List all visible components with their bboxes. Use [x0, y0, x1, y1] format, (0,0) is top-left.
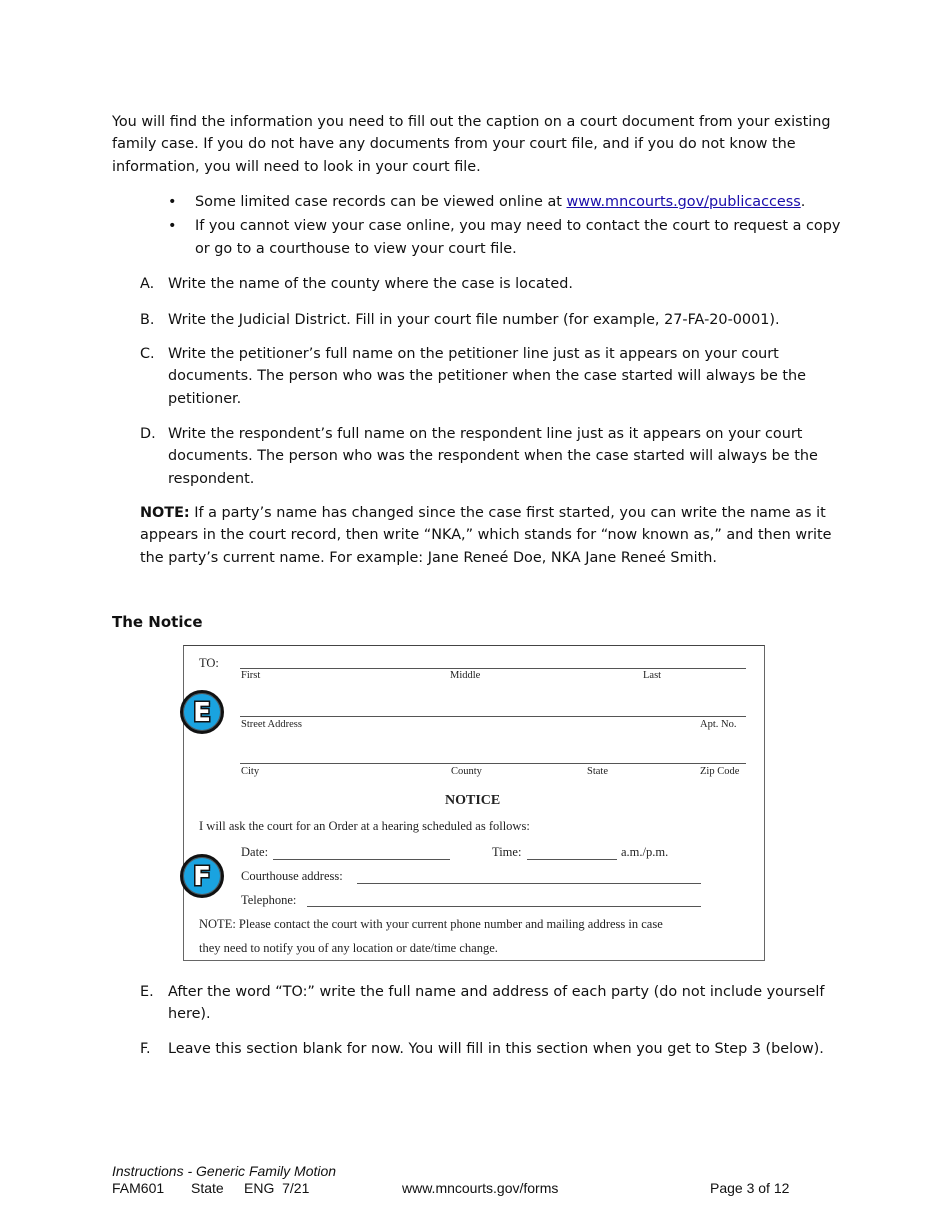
street-line	[240, 716, 746, 717]
footer-state: State	[191, 1180, 224, 1196]
telephone-label: Telephone:	[241, 893, 297, 907]
bullet-icon: •	[168, 194, 177, 210]
list-item: • If you cannot view your case online, you may need to contact the court to request a copy or go to a courthouse to view your court file.	[112, 215, 842, 260]
notice-note-line1: NOTE: Please contact the court with your current phone number and mailing address in case	[199, 917, 663, 931]
courthouse-line	[357, 883, 701, 884]
footer-page-number: Page 3 of 12	[710, 1180, 790, 1196]
badge-e-icon: E	[180, 690, 224, 734]
bullet-list	[112, 191, 842, 262]
footer-website: www.mncourts.gov/forms	[402, 1180, 559, 1196]
to-label: TO:	[199, 656, 219, 670]
ampm-label: a.m./p.m.	[621, 845, 669, 859]
time-line	[527, 859, 617, 860]
step-f: F. Leave this section blank for now. You will fill in this section when you get to Step 3 (below).	[140, 1041, 824, 1057]
telephone-line	[307, 906, 701, 907]
public-access-link[interactable]: www.mncourts.gov/publicaccess	[566, 194, 801, 210]
notice-note-line2: they need to notify you of any location or date/time change.	[199, 941, 498, 955]
city-line	[240, 763, 746, 764]
section-heading-notice: The Notice	[112, 613, 203, 631]
step-b: B. Write the Judicial District. Fill in your court file number (for example, 27-FA-20-0001).	[140, 312, 780, 328]
date-label: Date:	[241, 845, 269, 859]
name-line	[240, 668, 746, 669]
courthouse-label: Courthouse address:	[241, 869, 343, 883]
time-label: Time:	[492, 845, 522, 859]
step-e: E. After the word “TO:” write the full name and address of each party (do not include yourself here).	[140, 984, 825, 1023]
hearing-text: I will ask the court for an Order at a hearing scheduled as follows:	[199, 819, 530, 833]
name-change-note: NOTE: If a party’s name has changed since the case first started, you can write the name as it appears in the court record, then write “NKA,” which stands for “now known as,” and then write the party’s current name. For example: Jane Reneé Doe, NKA Jane Reneé Smith.	[140, 505, 832, 566]
intro-paragraph: You will find the information you need to fill out the caption on a court document from your existing family case. If you do not have any documents from your court file, and if you do not know the information, you will need to look in your court file.	[112, 114, 831, 175]
badge-f-icon: F	[180, 854, 224, 898]
step-c: C. Write the petitioner’s full name on the petitioner line just as it appears on your court documents. The person who was the petitioner when the case started will always be the petitioner.	[140, 346, 807, 407]
step-a: A. Write the name of the county where the case is located.	[140, 276, 573, 292]
date-line	[273, 859, 450, 860]
step-d: D. Write the respondent’s full name on the respondent line just as it appears on your court documents. The person who was the respondent when the case started will always be the respondent.	[140, 426, 818, 487]
notice-title: NOTICE	[445, 793, 501, 808]
notice-form-sample: TO: First Middle Last E Street Address Apt. No. City County State Zip Code NOTICE I will ask the court for an Order at a hearing scheduled as follows: F Date: Time: a.m./p.m. Courthouse address: Telephone: NOTE: Please contact the court with your current phone number and mailing address in case they need to notify you of any location or date/time change.	[183, 645, 765, 961]
footer-title: Instructions - Generic Family Motion	[112, 1163, 337, 1179]
footer-form-code: FAM601	[112, 1180, 165, 1196]
list-item: • Some limited case records can be viewed online at www.mncourts.gov/publicaccess.	[112, 191, 842, 213]
footer-lang-date: ENG 7/21	[244, 1180, 310, 1196]
bullet-icon: •	[168, 218, 177, 235]
